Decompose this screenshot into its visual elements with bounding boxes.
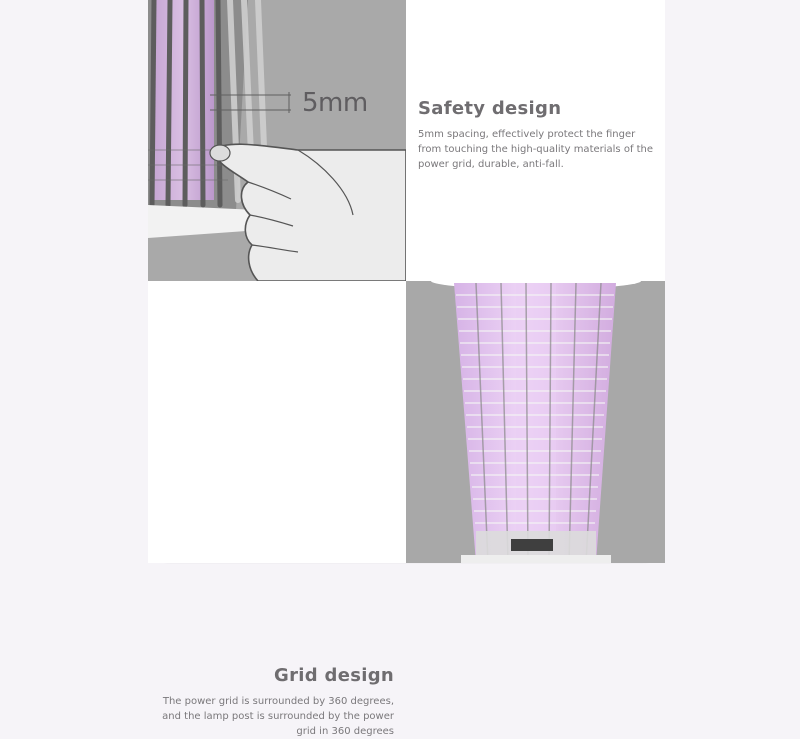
product-feature-card [148,0,665,737]
safety-design-description: 5mm spacing, effectively protect the finger from touching the high-quality materials of the power grid, durable, anti-fall. [418,129,654,170]
grid-design-description: The power grid is surrounded by 360 degrees, and the lamp post is surrounded by the power grid in 360 degrees [162,696,394,737]
finger-safety-illustration [148,0,406,281]
finger-grid-graphic [148,0,406,281]
safety-design-section [406,0,665,281]
grid-design-section [148,281,406,737]
measurement-label: 5mm [302,88,368,118]
lamp-grid-photo [406,281,665,563]
safety-design-title: Safety design [418,98,562,119]
grid-design-title: Grid design [274,665,394,686]
lamp-grid-graphic [406,281,665,563]
